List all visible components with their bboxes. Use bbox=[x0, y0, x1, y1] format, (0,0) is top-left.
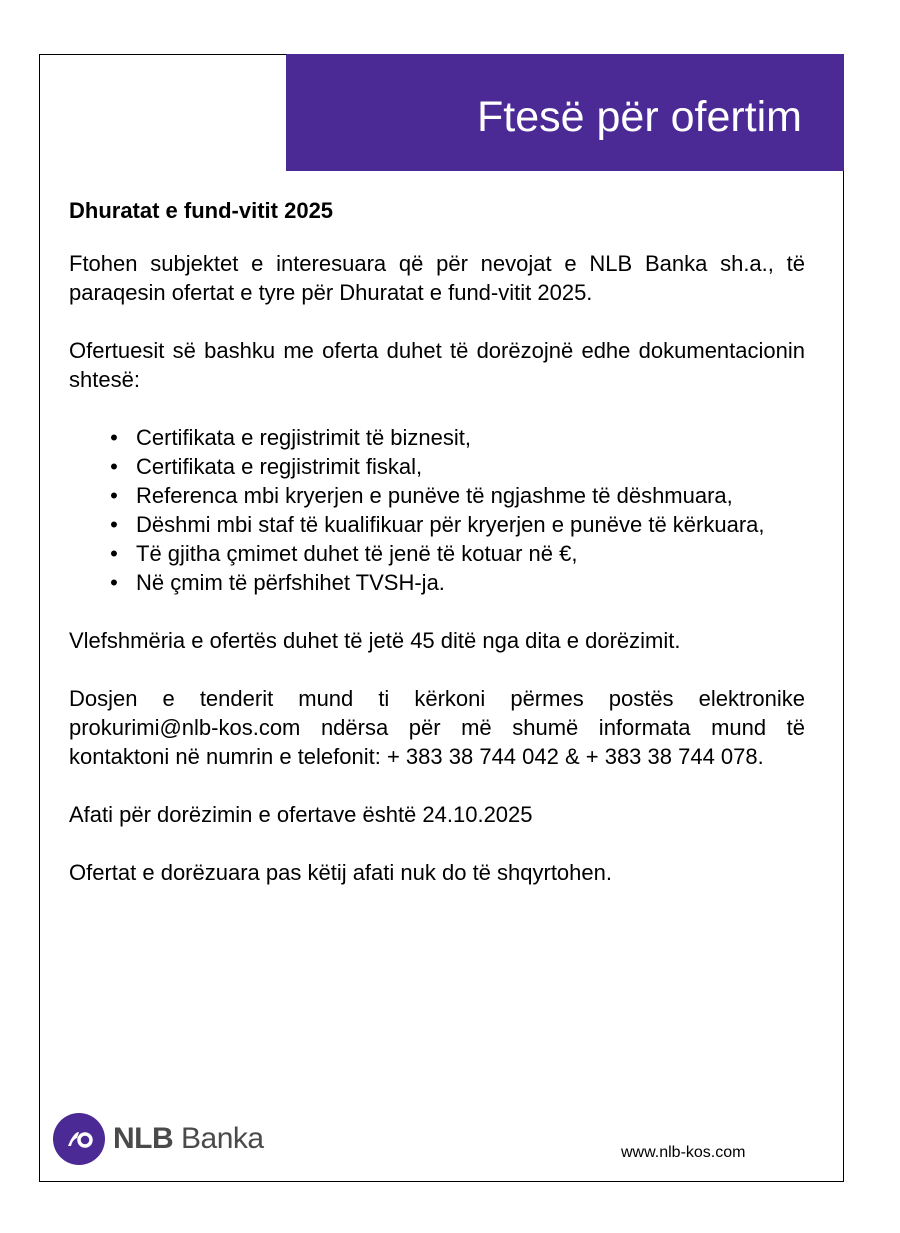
documentation-intro: Ofertuesit së bashku me oferta duhet të dorëzojnë edhe dokumentacionin shtesë: bbox=[69, 338, 805, 392]
logo-wordmark bbox=[113, 1122, 264, 1156]
list-item-text: Në çmim të përfshihet TVSH-ja. bbox=[136, 570, 445, 595]
bullet-icon: • bbox=[110, 570, 118, 595]
header-banner bbox=[286, 54, 844, 171]
validity-paragraph: Vlefshmëria e ofertës duhet të jetë 45 ditë nga dita e dorëzimit. bbox=[69, 628, 681, 653]
deadline-paragraph: Afati për dorëzimin e ofertave është 24.10.2025 bbox=[69, 802, 533, 827]
document-body bbox=[69, 196, 805, 916]
list-item-text: Certifikata e regjistrimit fiskal, bbox=[136, 454, 423, 479]
nlb-logo bbox=[53, 1111, 264, 1167]
closing-paragraph: Ofertat e dorëzuara pas këtij afati nuk do të shqyrtohen. bbox=[69, 860, 612, 885]
page-title: Ftesë për ofertim bbox=[477, 93, 802, 141]
document-subject: Dhuratat e fund-vitit 2025 bbox=[69, 198, 334, 223]
bullet-icon: • bbox=[110, 483, 118, 508]
contact-paragraph: Dosjen e tenderit mund ti kërkoni përmes postës elektronike prokurimi@nlb-kos.com ndërsa për më shumë informata mund të kontaktoni në numrin e telefonit: + 383 38 744 042 & + 383 38 744 078. bbox=[69, 686, 805, 769]
website-link[interactable]: www.nlb-kos.com bbox=[621, 1144, 746, 1161]
list-item-text: Të gjitha çmimet duhet të jenë të kotuar në €, bbox=[136, 541, 578, 566]
list-item bbox=[69, 423, 805, 452]
logo-name: Banka bbox=[181, 1122, 264, 1155]
list-item bbox=[69, 452, 805, 481]
nlb-logo-icon bbox=[53, 1113, 105, 1165]
bullet-icon: • bbox=[110, 512, 118, 537]
logo-brand: NLB bbox=[113, 1122, 174, 1155]
bullet-icon: • bbox=[110, 541, 118, 566]
intro-paragraph: Ftohen subjektet e interesuara që për nevojat e NLB Banka sh.a., të paraqesin ofertat e tyre për Dhuratat e fund-vitit 2025. bbox=[69, 251, 805, 305]
logo-swirl-icon bbox=[64, 1128, 94, 1150]
requirements-list bbox=[69, 423, 805, 597]
list-item-text: Dëshmi mbi staf të kualifikuar për kryerjen e punëve të kërkuara, bbox=[136, 512, 765, 537]
list-item bbox=[69, 481, 805, 510]
list-item bbox=[69, 539, 805, 568]
list-item bbox=[69, 510, 805, 539]
list-item bbox=[69, 568, 805, 597]
list-item-text: Certifikata e regjistrimit të biznesit, bbox=[136, 425, 471, 450]
bullet-icon: • bbox=[110, 454, 118, 479]
bullet-icon: • bbox=[110, 425, 118, 450]
list-item-text: Referenca mbi kryerjen e punëve të ngjashme të dëshmuara, bbox=[136, 483, 733, 508]
